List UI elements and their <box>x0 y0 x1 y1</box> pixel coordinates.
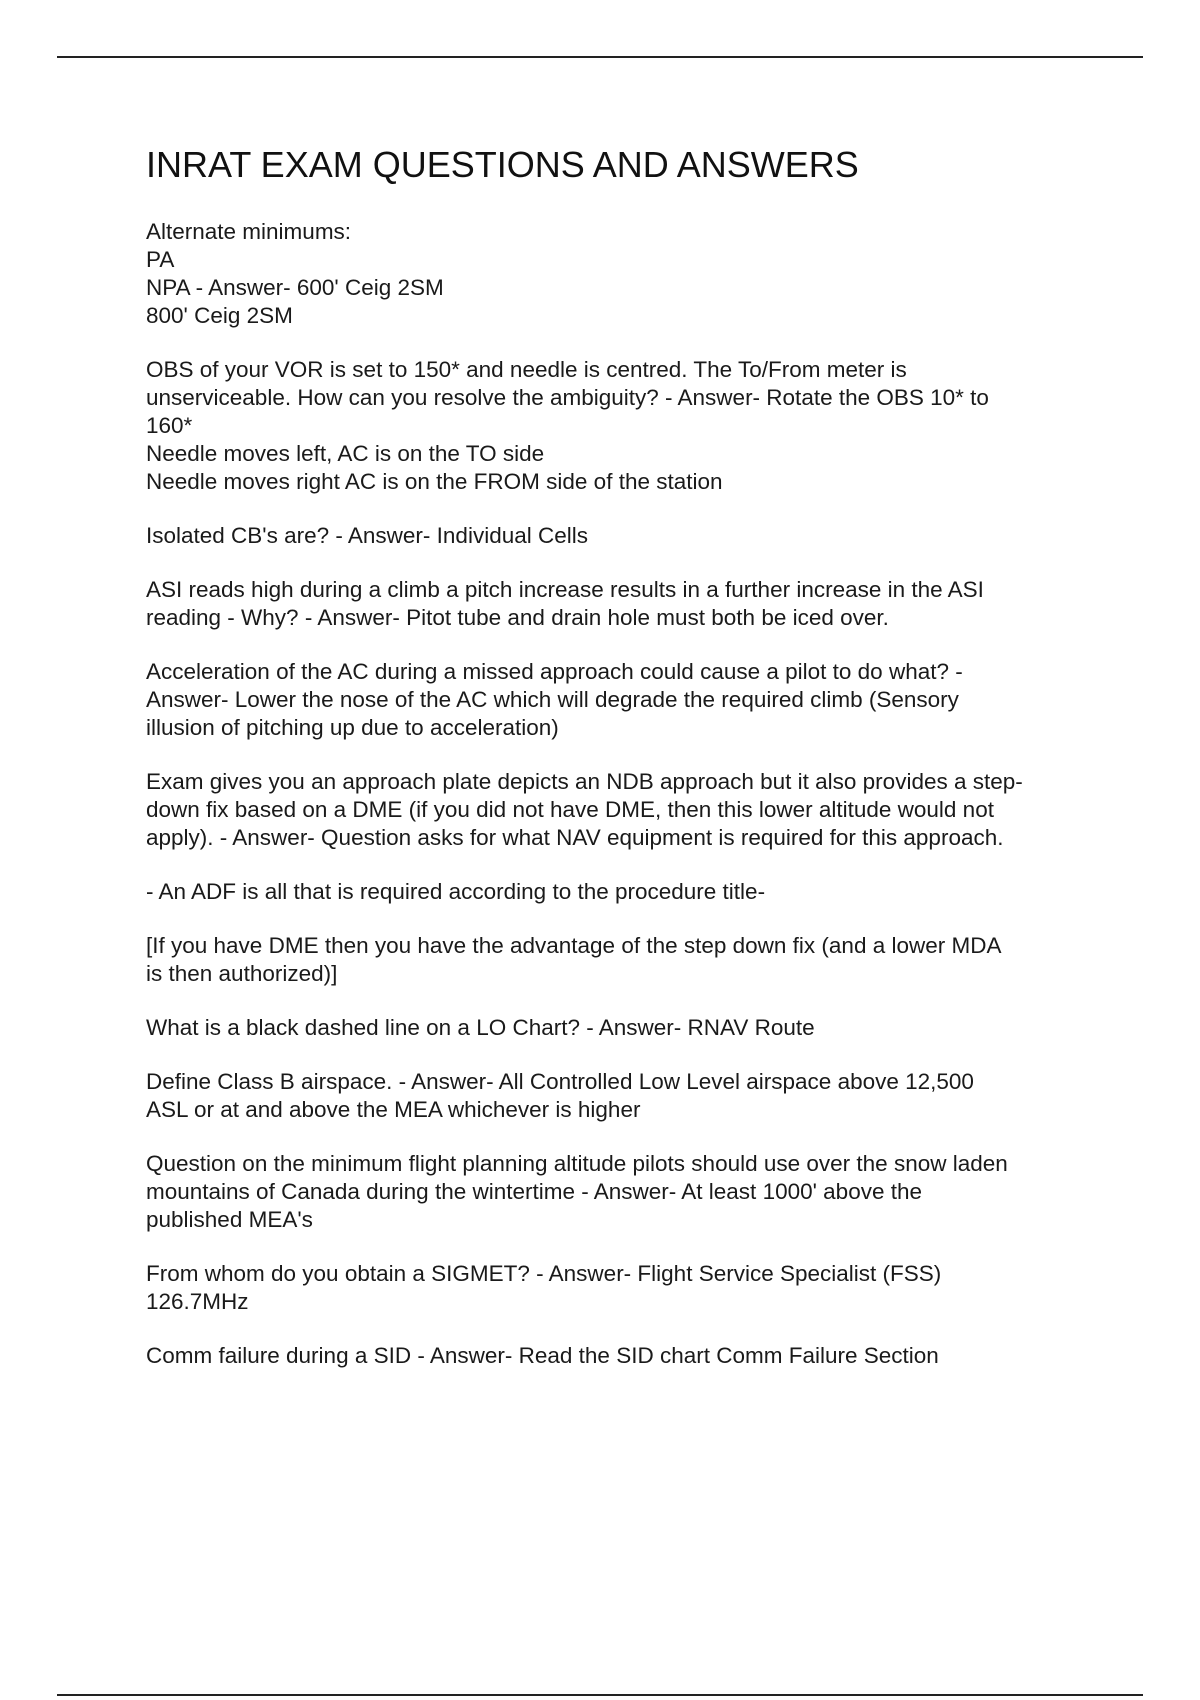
bottom-rule <box>57 1694 1143 1696</box>
qa-line: OBS of your VOR is set to 150* and needle is centred. The To/From meter is <box>146 357 907 382</box>
qa-line: From whom do you obtain a SIGMET? - Answer- Flight Service Specialist (FSS) <box>146 1261 942 1286</box>
qa-line: Needle moves left, AC is on the TO side <box>146 441 545 466</box>
document-body <box>146 140 1096 1396</box>
qa-entry <box>146 522 1096 550</box>
qa-line: Alternate minimums: <box>146 219 352 244</box>
qa-line: - An ADF is all that is required according to the procedure title- <box>146 879 766 904</box>
qa-line: Isolated CB's are? - Answer- Individual Cells <box>146 523 588 548</box>
qa-line: Question on the minimum flight planning altitude pilots should use over the snow laden <box>146 1151 1008 1176</box>
qa-line: Exam gives you an approach plate depicts an NDB approach but it also provides a step- <box>146 769 1023 794</box>
qa-line: PA <box>146 247 175 272</box>
qa-line: Needle moves right AC is on the FROM side of the station <box>146 469 723 494</box>
qa-line: Define Class B airspace. - Answer- All Controlled Low Level airspace above 12,500 <box>146 1069 974 1094</box>
qa-entry <box>146 1068 1096 1124</box>
qa-line: 160* <box>146 413 193 438</box>
qa-line: 800' Ceig 2SM <box>146 303 293 328</box>
qa-line: NPA - Answer- 600' Ceig 2SM <box>146 275 444 300</box>
qa-entry <box>146 1260 1096 1316</box>
qa-line: Answer- Lower the nose of the AC which will degrade the required climb (Sensory <box>146 687 959 712</box>
qa-line: unserviceable. How can you resolve the ambiguity? - Answer- Rotate the OBS 10* to <box>146 385 989 410</box>
qa-line: ASI reads high during a climb a pitch increase results in a further increase in the ASI <box>146 577 984 602</box>
qa-line: reading - Why? - Answer- Pitot tube and drain hole must both be iced over. <box>146 605 889 630</box>
qa-entry <box>146 932 1096 988</box>
top-rule <box>57 56 1143 58</box>
qa-line: illusion of pitching up due to acceleration) <box>146 715 559 740</box>
qa-entry <box>146 1150 1096 1234</box>
qa-entry <box>146 356 1096 496</box>
qa-line: apply). - Answer- Question asks for what NAV equipment is required for this approach. <box>146 825 1004 850</box>
qa-entry <box>146 1014 1096 1042</box>
qa-entry <box>146 658 1096 742</box>
qa-entry <box>146 1342 1096 1370</box>
qa-line: Comm failure during a SID - Answer- Read the SID chart Comm Failure Section <box>146 1343 939 1368</box>
qa-line: down fix based on a DME (if you did not have DME, then this lower altitude would not <box>146 797 994 822</box>
qa-entry <box>146 878 1096 906</box>
qa-line: What is a black dashed line on a LO Chart? - Answer- RNAV Route <box>146 1015 815 1040</box>
qa-line: [If you have DME then you have the advantage of the step down fix (and a lower MDA <box>146 933 1002 958</box>
qa-line: mountains of Canada during the wintertime - Answer- At least 1000' above the <box>146 1179 922 1204</box>
document-title: INRAT EXAM QUESTIONS AND ANSWERS <box>146 144 859 185</box>
qa-list <box>146 218 1096 1370</box>
qa-line: 126.7MHz <box>146 1289 249 1314</box>
qa-line: is then authorized)] <box>146 961 338 986</box>
qa-entry <box>146 218 1096 330</box>
qa-line: Acceleration of the AC during a missed approach could cause a pilot to do what? - <box>146 659 963 684</box>
qa-entry <box>146 768 1096 852</box>
qa-line: published MEA's <box>146 1207 313 1232</box>
qa-entry <box>146 576 1096 632</box>
qa-line: ASL or at and above the MEA whichever is higher <box>146 1097 641 1122</box>
